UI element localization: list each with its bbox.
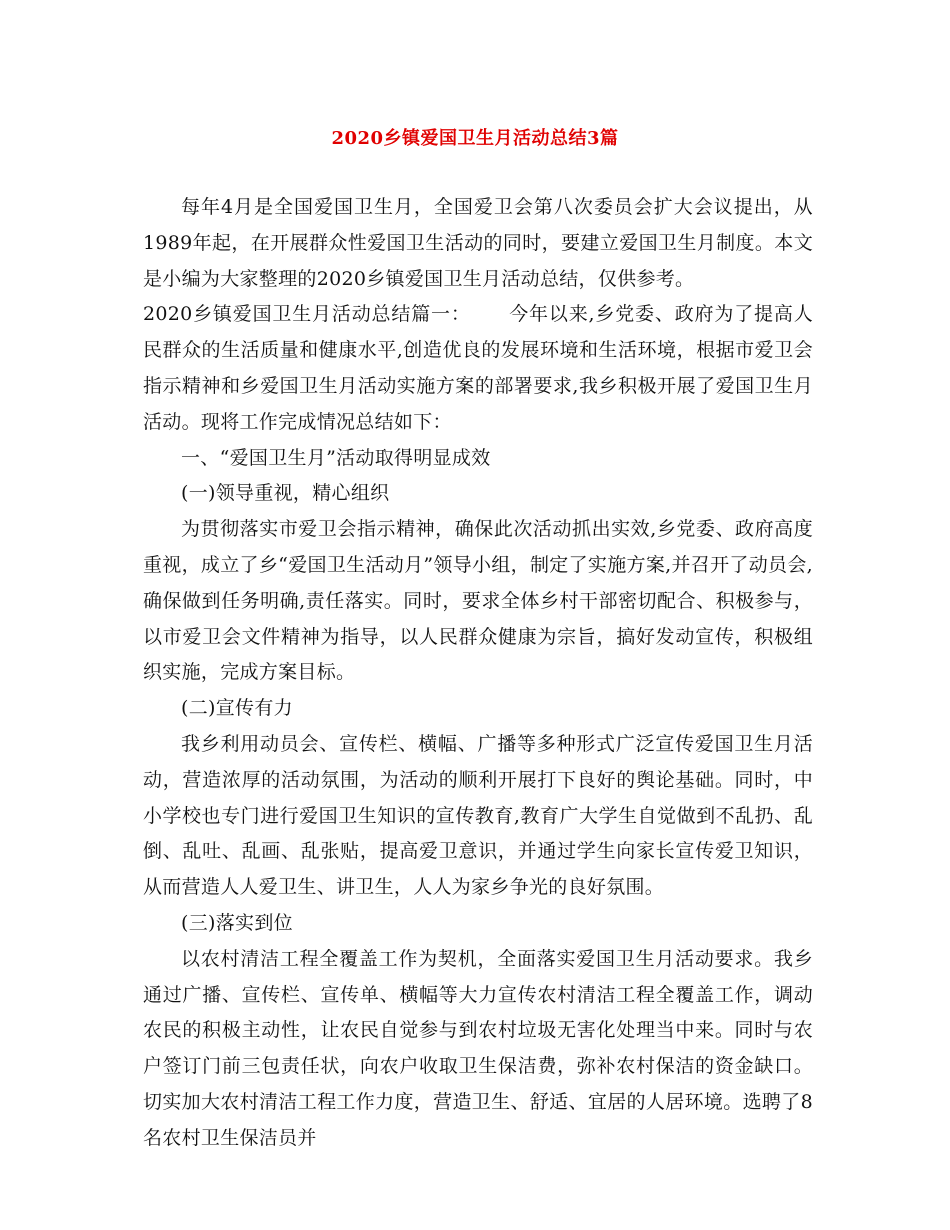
subheading-1: (一)领导重视，精心组织 — [181, 482, 390, 505]
document-body — [143, 190, 813, 1157]
subheading-2: (二)宣传有力 — [181, 697, 293, 720]
document-title: 2020乡镇爱国卫生月活动总结3篇 — [331, 128, 619, 149]
subheading-3: (三)落实到位 — [181, 911, 293, 934]
paragraph-3: 以农村清洁工程全覆盖工作为契机，全面落实爱国卫生月活动要求。我乡通过广播、宣传栏、宣传单、横幅等大力宣传农村清洁工程全覆盖工作，调动农民的积极主动性，让农民自觉参与到农村垃圾无害化处理当中来。同时与农户签订门前三包责任状，向农户收取卫生保洁费，弥补农村保洁的资金缺口。切实加大农村清洁工程工作力度，营造卫生、舒适、宜居的人居环境。选聘了8名农村卫生保洁员并 — [143, 947, 813, 1149]
intro-paragraph: 每年4月是全国爱国卫生月，全国爱卫会第八次委员会扩大会议提出，从1989年起，在开展群众性爱国卫生活动的同时，要建立爱国卫生月制度。本文是小编为大家整理的2020乡镇爱国卫生月活动总结，仅供参考。 — [143, 196, 813, 290]
part1-paragraph — [143, 297, 813, 440]
paragraph-2: 我乡利用动员会、宣传栏、横幅、广播等多种形式广泛宣传爱国卫生月活动，营造浓厚的活动氛围，为活动的顺利开展打下良好的舆论基础。同时，中小学校也专门进行爱国卫生知识的宣传教育,教育广大学生自觉做到不乱扔、乱倒、乱吐、乱画、乱张贴，提高爱卫意识，并通过学生向家长宣传爱卫知识，从而营造人人爱卫生、讲卫生，人人为家乡争光的良好氛围。 — [143, 732, 813, 899]
paragraph-1: 为贯彻落实市爱卫会指示精神，确保此次活动抓出实效,乡党委、政府高度重视，成立了乡“爱国卫生活动月”领导小组，制定了实施方案,并召开了动员会,确保做到任务明确,责任落实。同时，要求全体乡村干部密切配合、积极参与，以市爱卫会文件精神为指导，以人民群众健康为宗旨，搞好发动宣传，积极组织实施，完成方案目标。 — [143, 518, 813, 684]
section-heading: 一、“爱国卫生月”活动取得明显成效 — [181, 446, 491, 469]
part1-label: 2020乡镇爱国卫生月活动总结篇一： — [143, 303, 471, 326]
part1-text: 今年以来,乡党委、政府为了提高人民群众的生活质量和健康水平,创造优良的发展环境和生活环境，根据市爱卫会指示精神和乡爱国卫生月活动实施方案的部署要求,我乡积极开展了爱国卫生月活动。现将工作完成情况总结如下： — [143, 303, 813, 433]
